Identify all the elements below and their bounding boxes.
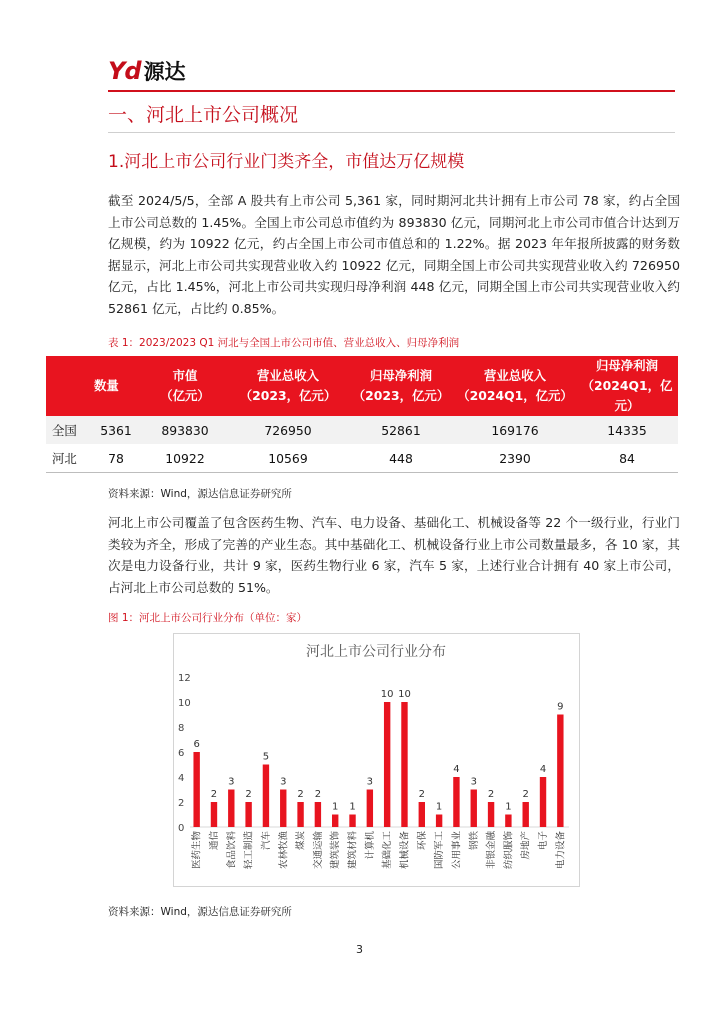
figure-source: 资料来源：Wind，源达信息证券研究所: [108, 906, 292, 918]
x-tick-label: 非银金融: [486, 831, 498, 870]
x-tick-label: 建筑材料: [347, 831, 359, 870]
bar: [367, 790, 373, 828]
bar: [453, 777, 459, 827]
table-cell: 78: [90, 444, 142, 473]
figure-caption: 图 1：河北上市公司行业分布（单位：家）: [108, 612, 308, 624]
bar: [419, 802, 425, 827]
bar-data-label: 3: [470, 776, 477, 788]
bar: [315, 802, 321, 827]
bar-data-label: 3: [228, 776, 235, 788]
bar-data-label: 1: [349, 801, 356, 813]
bar: [471, 790, 477, 828]
table-header-cell: 归母净利润 （2023，亿元）: [348, 356, 454, 416]
table-header-cell: 营业总收入 （2024Q1，亿元）: [454, 356, 576, 416]
y-tick-label: 10: [178, 698, 191, 709]
bar-data-label: 2: [487, 789, 495, 800]
x-tick-label: 国防军工: [434, 831, 446, 870]
y-tick-label: 6: [178, 748, 185, 759]
bar: [488, 802, 494, 827]
table-cell: 10569: [228, 444, 348, 473]
bar: [384, 702, 390, 827]
bar-data-label: 1: [505, 801, 512, 813]
bar-data-label: 6: [193, 739, 200, 750]
bar: [401, 702, 407, 827]
x-tick-label: 电力设备: [555, 831, 567, 870]
industry-chart-frame: [173, 633, 580, 887]
header-divider: [108, 90, 675, 92]
table-cell: 726950: [228, 416, 348, 444]
section-title: 一、河北上市公司概况: [108, 104, 299, 126]
intro-paragraph: 截至 2024/5/5，全部 A 股共有上市公司 5,361 家，同时期河北共计拥有上市公司 78 家，约占全国上市公司总数的 1.45%。全国上市公司总市值约为 893830 亿元，同期河北上市公司市值合计达到万亿规模，约为 10922 亿元，约占全国上市公司市值总和的 1.22%。据 2023 年年报所披露的财务数据显示，河北上市公司共实现营业收入约 10922 亿元，同期全国上市公司共实现营业收入约 726950 亿元，占比 1.45%，河北上市公司共实现归母净利润 448 亿元，同期全国上市公司共实现营业收入约 52861 亿元，占比约 0.85%。: [108, 193, 680, 316]
bar-data-label: 4: [539, 764, 547, 775]
y-tick-label: 8: [178, 723, 185, 734]
x-tick-label: 医药生物: [191, 831, 203, 870]
table-cell: 52861: [348, 416, 454, 444]
table-caption: 表 1：2023/2023 Q1 河北与全国上市公司市值、营业总收入、归母净利润: [108, 337, 460, 349]
bar-data-label: 2: [297, 789, 304, 800]
bar: [332, 815, 338, 828]
table-cell: 2390: [454, 444, 576, 473]
x-tick-label: 通信: [208, 831, 220, 851]
industry-bar-chart: [174, 634, 579, 886]
bar-data-label: 2: [210, 789, 218, 800]
x-tick-label: 农林牧渔: [278, 831, 290, 870]
chart-title: 河北上市公司行业分布: [306, 644, 446, 660]
x-tick-label: 公用事业: [451, 831, 463, 870]
page-number: 3: [356, 943, 363, 956]
bar-data-label: 3: [366, 776, 374, 788]
table-header-cell: 数量: [90, 356, 142, 416]
table-cell: 10922: [142, 444, 228, 473]
bar-data-label: 10: [380, 689, 394, 700]
x-tick-label: 钢铁: [468, 831, 480, 851]
bar: [436, 815, 442, 828]
x-tick-label: 机械设备: [399, 831, 411, 870]
bar: [193, 752, 199, 827]
table-header-cell: 市值 （亿元）: [142, 356, 228, 416]
table-cell: 448: [348, 444, 454, 473]
bar-data-label: 2: [522, 789, 529, 800]
table-cell: 893830: [142, 416, 228, 444]
bar: [523, 802, 529, 827]
table-header-cell: 营业总收入 （2023，亿元）: [228, 356, 348, 416]
x-tick-label: 计算机: [364, 831, 376, 860]
bar: [245, 802, 251, 827]
y-tick-label: 0: [178, 823, 185, 834]
bar: [280, 790, 286, 828]
x-tick-label: 汽车: [260, 831, 272, 851]
table-row: [46, 416, 678, 444]
table-header-corner: [46, 356, 90, 416]
bar: [211, 802, 217, 827]
section-divider: [108, 132, 675, 133]
industry-paragraph: 河北上市公司覆盖了包含医药生物、汽车、电力设备、基础化工、机械设备等 22 个一级行业，行业门类较为齐全，形成了完善的产业生态。其中基础化工、机械设备行业上市公司数量最多，各 10 家，其次是电力设备行业，共计 9 家，医药生物行业 6 家，汽车 5 家，上述行业合计拥有 40 家上市公司，占河北上市公司总数的 51%。: [108, 515, 680, 595]
x-tick-label: 轻工制造: [243, 831, 255, 870]
x-tick-label: 环保: [416, 831, 428, 851]
subsection-title: 1.河北上市公司行业门类齐全，市值达万亿规模: [108, 152, 465, 172]
table-header-row: [46, 356, 678, 416]
bar: [557, 715, 563, 828]
logo-text: 源达: [143, 60, 186, 84]
row-label: 全国: [46, 416, 90, 444]
x-tick-label: 交通运输: [312, 831, 324, 870]
bar: [228, 790, 234, 828]
bar: [263, 765, 269, 828]
x-tick-label: 煤炭: [295, 831, 307, 851]
bar-data-label: 3: [280, 776, 287, 788]
table-header-cell: 归母净利润 （2024Q1，亿元）: [576, 356, 678, 416]
bar-data-label: 2: [418, 789, 425, 800]
bar-data-label: 5: [262, 751, 270, 763]
logo-mark: Yd: [108, 57, 141, 85]
x-tick-label: 基础化工: [382, 831, 394, 870]
bar-data-label: 1: [435, 801, 443, 813]
bar-data-label: 2: [245, 789, 252, 800]
x-tick-label: 纺织服饰: [503, 831, 515, 870]
bar-data-label: 9: [557, 701, 564, 713]
bar: [349, 815, 355, 828]
bar-data-label: 2: [314, 789, 322, 800]
table-cell: 84: [576, 444, 678, 473]
table-cell: 14335: [576, 416, 678, 444]
y-tick-label: 12: [178, 673, 191, 684]
bar-data-label: 10: [398, 689, 411, 700]
bar: [540, 777, 546, 827]
x-tick-label: 建筑装饰: [330, 831, 342, 870]
table-cell: 5361: [90, 416, 142, 444]
x-tick-label: 房地产: [520, 831, 532, 860]
bar: [505, 815, 511, 828]
x-tick-label: 电子: [538, 831, 550, 851]
table-cell: 169176: [454, 416, 576, 444]
y-tick-label: 2: [178, 798, 185, 809]
bar-data-label: 1: [332, 801, 339, 813]
bar-data-label: 4: [453, 764, 460, 775]
table-row: [46, 444, 678, 473]
row-label: 河北: [46, 444, 90, 473]
x-tick-label: 食品饮料: [226, 831, 238, 870]
company-logo: [108, 56, 186, 86]
table-source: 资料来源：Wind，源达信息证券研究所: [108, 488, 292, 500]
market-comparison-table: [46, 356, 678, 473]
bar: [297, 802, 303, 827]
y-tick-label: 4: [178, 773, 185, 784]
